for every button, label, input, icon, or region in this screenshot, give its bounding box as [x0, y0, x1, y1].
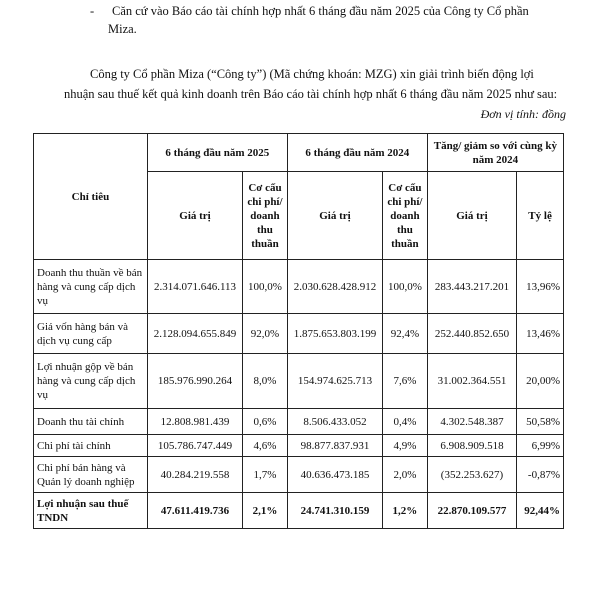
structure-2024: 4,9%	[383, 435, 428, 457]
basis-line-2: Miza.	[108, 22, 137, 36]
structure-2025: 100,0%	[243, 260, 288, 314]
header-structure-2024: Cơ cấu chi phí/ doanh thu thuần	[383, 172, 428, 260]
value-2024: 1.875.653.803.199	[287, 314, 382, 354]
structure-2025: 4,6%	[243, 435, 288, 457]
structure-2024: 2,0%	[383, 457, 428, 493]
change-rate: 13,96%	[517, 260, 564, 314]
value-2025: 185.976.990.264	[147, 354, 242, 409]
header-period-2024: 6 tháng đầu năm 2024	[287, 134, 427, 172]
financial-table	[33, 133, 564, 529]
structure-2025: 0,6%	[243, 409, 288, 435]
value-2024: 40.636.473.185	[287, 457, 382, 493]
structure-2025: 8,0%	[243, 354, 288, 409]
change-rate: 92,44%	[517, 493, 564, 529]
table-row	[34, 354, 564, 409]
basis-line-1	[90, 3, 529, 19]
row-label: Chi phí bán hàng và Quản lý doanh nghiệp	[34, 457, 148, 493]
structure-2024: 100,0%	[383, 260, 428, 314]
table-row-total	[34, 493, 564, 529]
row-label: Lợi nhuận sau thuế TNDN	[34, 493, 148, 529]
change-rate: 50,58%	[517, 409, 564, 435]
change-rate: -0,87%	[517, 457, 564, 493]
header-criteria: Chỉ tiêu	[34, 134, 148, 260]
table-row	[34, 435, 564, 457]
row-label: Doanh thu tài chính	[34, 409, 148, 435]
header-value-2024: Giá trị	[287, 172, 382, 260]
value-2025: 2.128.094.655.849	[147, 314, 242, 354]
change-value: 252.440.852.650	[427, 314, 516, 354]
row-label: Lợi nhuận gộp về bán hàng và cung cấp dịch vụ	[34, 354, 148, 409]
value-2025: 2.314.071.646.113	[147, 260, 242, 314]
value-2024: 98.877.837.931	[287, 435, 382, 457]
structure-2025: 92,0%	[243, 314, 288, 354]
bullet-dash: -	[90, 4, 95, 18]
change-rate: 6,99%	[517, 435, 564, 457]
structure-2024: 92,4%	[383, 314, 428, 354]
header-structure-2025: Cơ cấu chi phí/ doanh thu thuần	[243, 172, 288, 260]
change-value: 283.443.217.201	[427, 260, 516, 314]
change-value: 22.870.109.577	[427, 493, 516, 529]
structure-2024: 0,4%	[383, 409, 428, 435]
row-label: Doanh thu thuần về bán hàng và cung cấp dịch vụ	[34, 260, 148, 314]
value-2025: 105.786.747.449	[147, 435, 242, 457]
change-value: (352.253.627)	[427, 457, 516, 493]
value-2024: 2.030.628.428.912	[287, 260, 382, 314]
table-row	[34, 409, 564, 435]
value-2025: 47.611.419.736	[147, 493, 242, 529]
structure-2024: 1,2%	[383, 493, 428, 529]
basis-text-1: Căn cứ vào Báo cáo tài chính hợp nhất 6 tháng đầu năm 2025 của Công ty Cổ phần	[112, 4, 529, 18]
value-2024: 8.506.433.052	[287, 409, 382, 435]
structure-2025: 1,7%	[243, 457, 288, 493]
change-rate: 20,00%	[517, 354, 564, 409]
structure-2025: 2,1%	[243, 493, 288, 529]
header-rate: Tỷ lệ	[517, 172, 564, 260]
value-2025: 12.808.981.439	[147, 409, 242, 435]
row-label: Chi phí tài chính	[34, 435, 148, 457]
table-row	[34, 260, 564, 314]
structure-2024: 7,6%	[383, 354, 428, 409]
table-row	[34, 314, 564, 354]
change-value: 31.002.364.551	[427, 354, 516, 409]
table-row	[34, 457, 564, 493]
change-rate: 13,46%	[517, 314, 564, 354]
paragraph-line-1: Công ty Cổ phần Miza (“Công ty”) (Mã chứng khoán: MZG) xin giải trình biến động lợi	[90, 67, 534, 81]
value-2024: 24.741.310.159	[287, 493, 382, 529]
header-value-change: Giá trị	[427, 172, 516, 260]
header-period-2025: 6 tháng đầu năm 2025	[147, 134, 287, 172]
row-label: Giá vốn hàng bán và dịch vụ cung cấp	[34, 314, 148, 354]
unit-note: Đơn vị tính: đồng	[480, 107, 566, 121]
value-2025: 40.284.219.558	[147, 457, 242, 493]
change-value: 4.302.548.387	[427, 409, 516, 435]
header-value-2025: Giá trị	[147, 172, 242, 260]
paragraph-line-2: nhuận sau thuế kết quả kinh doanh trên Báo cáo tài chính hợp nhất 6 tháng đầu năm 2025 như sau:	[64, 87, 558, 101]
change-value: 6.908.909.518	[427, 435, 516, 457]
header-change: Tăng/ giảm so với cùng kỳ năm 2024	[427, 134, 563, 172]
value-2024: 154.974.625.713	[287, 354, 382, 409]
